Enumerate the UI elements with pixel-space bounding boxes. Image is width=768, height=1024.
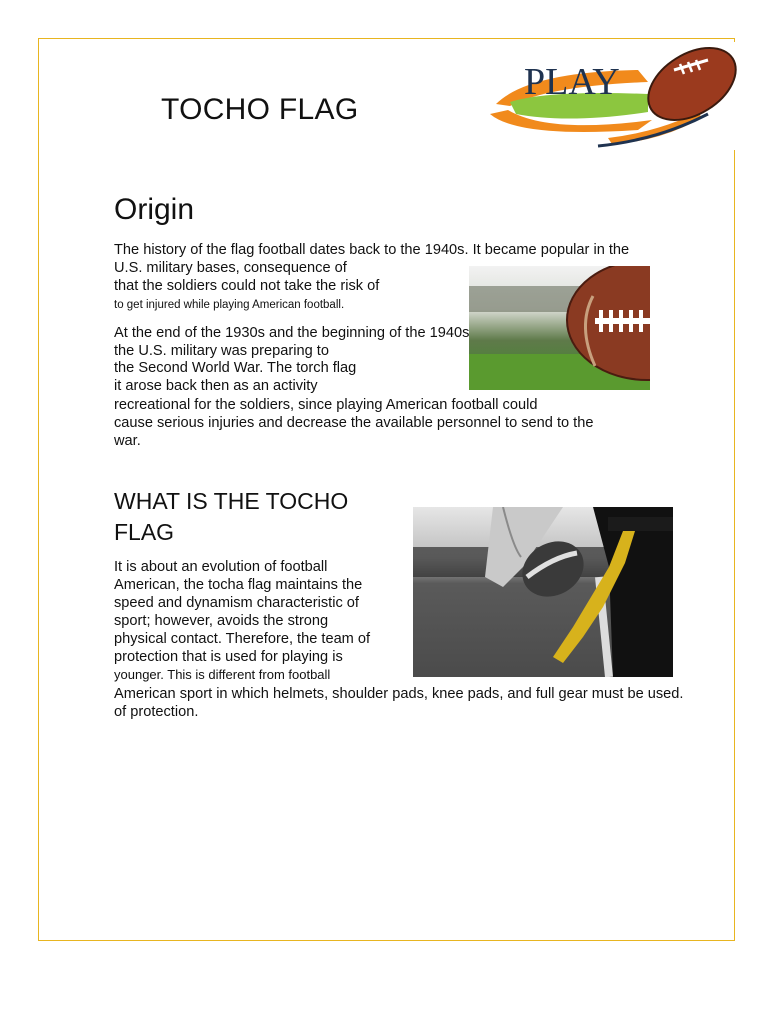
origin-line: cause serious injuries and decrease the available personnel to send to the	[114, 415, 594, 431]
origin-line: that the soldiers could not take the risk of	[114, 278, 380, 294]
origin-line: the U.S. military was preparing to	[114, 343, 329, 359]
origin-line: U.S. military bases, consequence of	[114, 260, 347, 276]
origin-line: to get injured while playing American football.	[114, 299, 345, 311]
football-field-image	[469, 266, 650, 390]
what-is-heading-line: FLAG	[114, 519, 175, 545]
what-is-line: younger. This is different from football	[114, 667, 331, 682]
origin-line: the Second World War. The torch flag	[114, 360, 357, 376]
logo-text: PLAY	[524, 61, 620, 103]
origin-line: recreational for the soldiers, since playing American football could	[114, 397, 538, 413]
what-is-line: protection that is used for playing is	[114, 649, 343, 665]
what-is-line: of protection.	[114, 704, 199, 720]
flag-football-image	[413, 507, 673, 677]
what-is-line: physical contact. Therefore, the team of	[114, 631, 371, 647]
what-is-heading	[114, 486, 414, 548]
what-is-line: American, the tocha flag maintains the	[114, 577, 363, 593]
origin-line: The history of the flag football dates back to the 1940s. It became popular in the	[114, 242, 630, 258]
what-is-line: speed and dynamism characteristic of	[114, 595, 359, 611]
play-logo	[488, 42, 740, 150]
what-is-line: sport; however, avoids the strong	[114, 613, 329, 629]
what-is-line: It is about an evolution of football	[114, 559, 328, 575]
page-title: TOCHO FLAG	[161, 93, 359, 126]
what-is-line: American sport in which helmets, shoulder pads, knee pads, and full gear must be used.	[114, 686, 684, 702]
origin-line: it arose back then as an activity	[114, 378, 318, 394]
origin-line: war.	[114, 433, 141, 449]
what-is-heading-line: WHAT IS THE TOCHO	[114, 488, 349, 514]
origin-line: At the end of the 1930s and the beginning of the 1940s	[114, 325, 470, 341]
origin-heading: Origin	[114, 193, 195, 226]
